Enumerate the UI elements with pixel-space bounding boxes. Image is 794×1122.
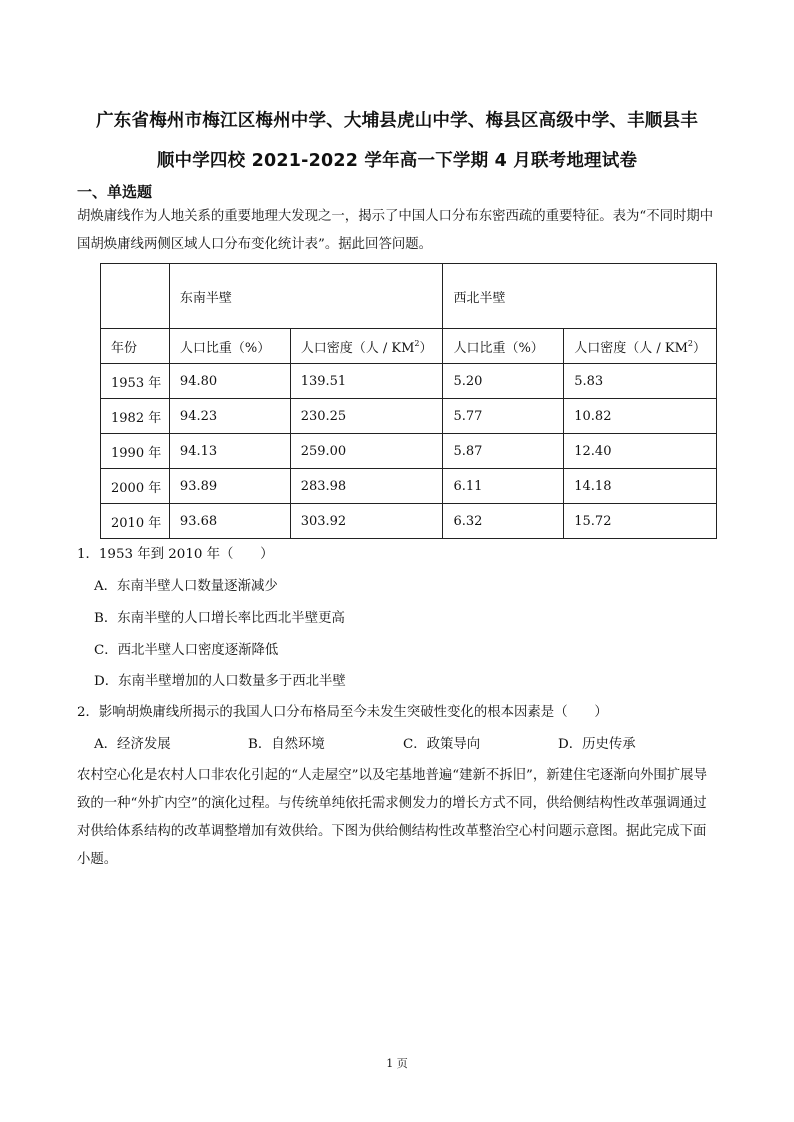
question-1-option-b[interactable]: B．东南半壁的人口增长率比西北半壁更高	[94, 611, 345, 626]
cell-east-density: 230.25	[290, 399, 443, 434]
cell-year: 1953 年	[101, 364, 170, 399]
header-west-half: 西北半壁	[443, 264, 717, 329]
cell-west-density: 5.83	[564, 364, 717, 399]
question-1-option-d[interactable]: D．东南半壁增加的人口数量多于西北半壁	[94, 674, 346, 689]
cell-west-ratio: 5.20	[443, 364, 564, 399]
table-corner-cell	[101, 264, 170, 329]
cell-east-ratio: 93.89	[169, 469, 290, 504]
cell-west-ratio: 5.87	[443, 434, 564, 469]
cell-west-density: 14.18	[564, 469, 717, 504]
cell-east-ratio: 93.68	[169, 504, 290, 539]
intro-paragraph-1: 胡焕庸线作为人地关系的重要地理大发现之一，揭示了中国人口分布东密西疏的重要特征。表为“不同时期中国胡焕庸线两侧区域人口分布变化统计表”。据此回答问题。	[77, 209, 714, 252]
cell-east-density: 259.00	[290, 434, 443, 469]
table-row	[101, 504, 717, 539]
cell-east-ratio: 94.13	[169, 434, 290, 469]
question-2-option-a[interactable]: A．经济发展	[94, 737, 171, 752]
document-title-line-1: 广东省梅州市梅江区梅州中学、大埔县虎山中学、梅县区高级中学、丰顺县丰	[96, 111, 698, 131]
intro-paragraph-2: 农村空心化是农村人口非农化引起的“人走屋空”以及宅基地普遍“建新不拆旧”，新建住宅逐渐向外围扩展导致的一种“外扩内空”的演化过程。与传统单纯依托需求侧发力的增长方式不同，供给侧结构性改革强调通过对供给体系结构的改革调整增加有效供给。下图为供给侧结构性改革整治空心村问题示意图。据此完成下面小题。	[77, 768, 707, 867]
header-east-density: 人口密度（人 / $KM^2$）	[290, 329, 443, 364]
question-1-option-a[interactable]: A．东南半壁人口数量逐渐减少	[94, 579, 278, 594]
section-heading: 一、单选题	[77, 183, 153, 201]
table-group-header-row	[101, 264, 717, 329]
table-column-header-row	[101, 329, 717, 364]
population-table	[100, 263, 717, 539]
page-number: 1 页	[386, 1057, 408, 1070]
cell-west-density: 12.40	[564, 434, 717, 469]
cell-east-density: 283.98	[290, 469, 443, 504]
cell-west-ratio: 5.77	[443, 399, 564, 434]
header-east-half: 东南半壁	[169, 264, 443, 329]
question-2-option-d[interactable]: D．历史传承	[558, 737, 636, 752]
table-row	[101, 469, 717, 504]
cell-year: 2000 年	[101, 469, 170, 504]
cell-east-ratio: 94.80	[169, 364, 290, 399]
cell-east-density: 139.51	[290, 364, 443, 399]
table-row	[101, 434, 717, 469]
question-2-stem: 2．影响胡焕庸线所揭示的我国人口分布格局至今未发生突破性变化的根本因素是（ ）	[77, 705, 608, 720]
cell-east-density: 303.92	[290, 504, 443, 539]
cell-year: 1990 年	[101, 434, 170, 469]
header-west-ratio: 人口比重（%）	[443, 329, 564, 364]
header-east-ratio: 人口比重（%）	[169, 329, 290, 364]
question-2-option-c[interactable]: C．政策导向	[403, 737, 481, 752]
header-west-density: 人口密度（人 / $KM^2$）	[564, 329, 717, 364]
document-title-line-2: 顺中学四校 2021-2022 学年高一下学期 4 月联考地理试卷	[156, 151, 638, 171]
table-row	[101, 399, 717, 434]
cell-east-ratio: 94.23	[169, 399, 290, 434]
header-year: 年份	[101, 329, 170, 364]
cell-west-ratio: 6.32	[443, 504, 564, 539]
table-row	[101, 364, 717, 399]
question-1-stem: 1．1953 年到 2010 年（ ）	[77, 547, 274, 562]
cell-west-density: 10.82	[564, 399, 717, 434]
cell-west-ratio: 6.11	[443, 469, 564, 504]
cell-year: 1982 年	[101, 399, 170, 434]
question-1-option-c[interactable]: C．西北半壁人口密度逐渐降低	[94, 643, 279, 658]
question-2-option-b[interactable]: B．自然环境	[248, 737, 325, 752]
cell-year: 2010 年	[101, 504, 170, 539]
cell-west-density: 15.72	[564, 504, 717, 539]
